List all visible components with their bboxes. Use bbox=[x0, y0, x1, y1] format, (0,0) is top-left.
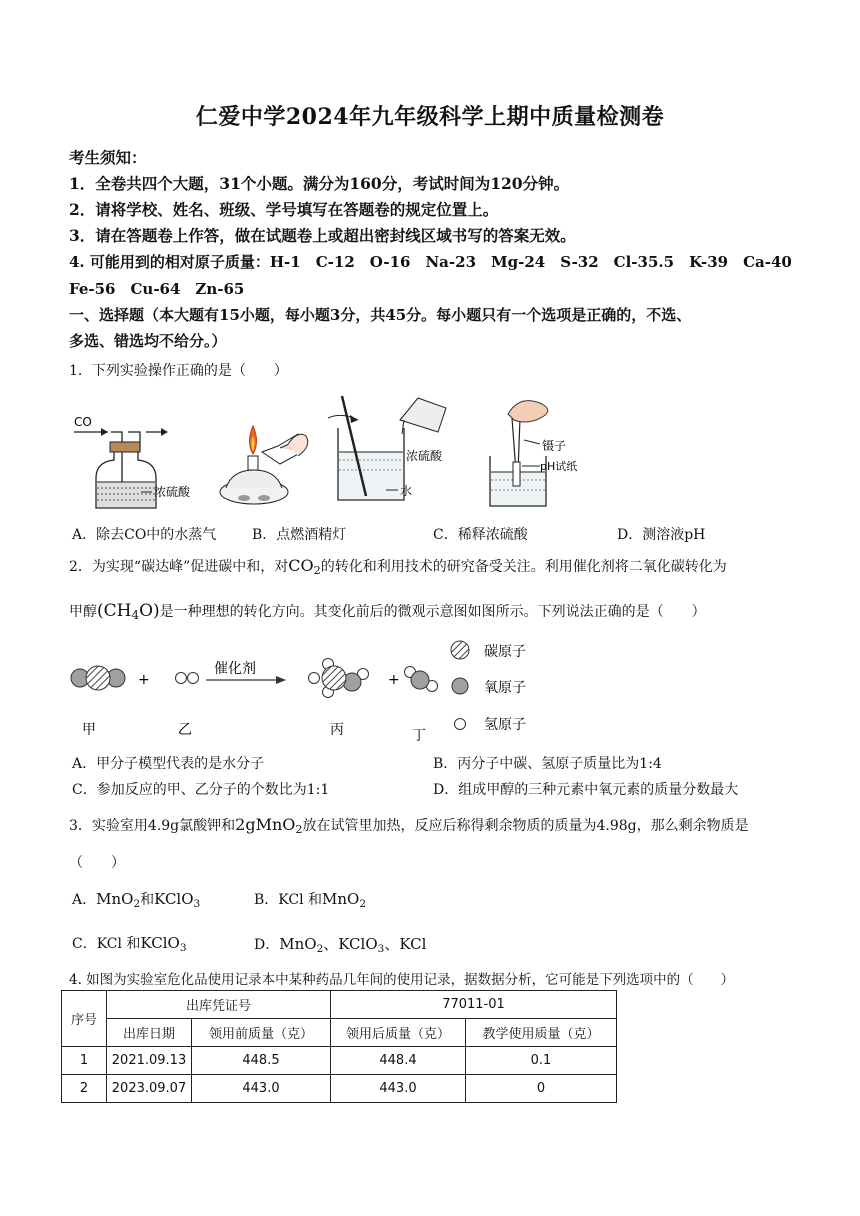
catalyst-label: 催化剂 bbox=[214, 661, 256, 677]
gas-washing-bottle-icon bbox=[74, 415, 191, 508]
section-heading-line2: 多选、错选均不给分。） bbox=[69, 332, 227, 350]
header-date: 出库日期 bbox=[107, 1019, 192, 1047]
q3-option-d: D．MnO$_2$、KClO$_3$、KCl bbox=[254, 935, 427, 955]
oxygen-atom-icon bbox=[452, 678, 468, 694]
page-title: 仁爱中学2024年九年级科学上期中质量检测卷 bbox=[195, 104, 665, 130]
cell-after: 448.4 bbox=[331, 1047, 466, 1075]
cell-before: 448.5 bbox=[192, 1047, 331, 1075]
q2-option-b: B．丙分子中碳、氢原子质量比为1:4 bbox=[433, 756, 662, 772]
header-voucher-no: 77011-01 bbox=[331, 991, 617, 1019]
table-row bbox=[62, 1075, 617, 1103]
co2-molecule-icon bbox=[71, 666, 125, 690]
cell-date: 2023.09.07 bbox=[107, 1075, 192, 1103]
co-label: CO bbox=[74, 415, 92, 429]
notice-item-1: 1．全卷共四个大题，31个小题。满分为160分，考试时间为120分钟。 bbox=[69, 174, 570, 193]
notice-item-2: 2．请将学校、姓名、班级、学号填写在答题卷的规定位置上。 bbox=[69, 200, 499, 219]
q1-option-c: C．稀释浓硫酸 bbox=[433, 527, 528, 543]
q3-stem: 3．实验室用4.9g氯酸钾和2gMnO$_2$放在试管里加热，反应后称得剩余物质的质量为4.98g，那么剩余物质是 bbox=[69, 815, 749, 836]
cell-seq: 2 bbox=[62, 1075, 107, 1103]
q2-option-c: C．参加反应的甲、乙分子的个数比为1:1 bbox=[72, 782, 330, 798]
q2-option-d: D．组成甲醇的三种元素中氧元素的质量分数最大 bbox=[433, 782, 739, 798]
cell-seq: 1 bbox=[62, 1047, 107, 1075]
q1-apparatus-figure bbox=[66, 390, 606, 515]
svg-text:+: + bbox=[388, 672, 400, 688]
cell-used: 0 bbox=[466, 1075, 617, 1103]
cell-date: 2021.09.13 bbox=[107, 1047, 192, 1075]
header-seq: 序号 bbox=[62, 991, 107, 1047]
q3-option-a: A．MnO$_2$和KClO$_3$ bbox=[72, 890, 201, 910]
q2-molecule-diagram bbox=[64, 636, 554, 748]
water-molecule-icon bbox=[405, 667, 438, 692]
cell-after: 443.0 bbox=[331, 1075, 466, 1103]
usage-record-table bbox=[61, 990, 617, 1103]
acid-label-a: 浓硫酸 bbox=[154, 485, 191, 499]
ph-test-icon bbox=[490, 401, 577, 506]
cell-used: 0.1 bbox=[466, 1047, 617, 1075]
legend-oxygen: 氧原子 bbox=[484, 680, 526, 696]
header-before: 领用前质量（克） bbox=[192, 1019, 331, 1047]
hydrogen-atom-icon bbox=[455, 719, 466, 730]
notice-item-5: Fe-56 Cu-64 Zn-65 bbox=[69, 280, 245, 298]
q1-option-a: A．除去CO中的水蒸气 bbox=[72, 527, 217, 543]
q2-stem-line2: 甲醇$(CH_4O)$是一种理想的转化方向。其变化前后的微观示意图如图所示。下列说法正确的是（ ） bbox=[69, 601, 706, 622]
q1-stem: 1．下列实验操作正确的是（ ） bbox=[69, 363, 288, 379]
alcohol-lamp-icon bbox=[220, 426, 308, 504]
legend-carbon: 碳原子 bbox=[484, 644, 526, 660]
svg-text:+: + bbox=[138, 672, 150, 688]
q3-option-b: B．KCl 和MnO$_2$ bbox=[254, 890, 367, 910]
q4-stem: 4. 如图为实验室危化品使用记录本中某种药品几年间的使用记录，据数据分析，它可能是下列选项中的（ ） bbox=[69, 972, 735, 988]
ph-paper-label: pH试纸 bbox=[540, 460, 578, 473]
beaker-stirring-icon bbox=[328, 396, 446, 500]
water-label: 水 bbox=[400, 484, 413, 498]
section-heading-line1: 一、选择题（本大题有15小题，每小题3分，共45分。每小题只有一个选项是正确的，不选、 bbox=[69, 306, 692, 324]
q2-option-a: A．甲分子模型代表的是水分子 bbox=[72, 756, 265, 772]
table-row bbox=[62, 1019, 617, 1047]
header-used: 教学使用质量（克） bbox=[466, 1019, 617, 1047]
header-after: 领用后质量（克） bbox=[331, 1019, 466, 1047]
acid-label-c: 浓硫酸 bbox=[406, 449, 443, 463]
cell-before: 443.0 bbox=[192, 1075, 331, 1103]
q3-paren: （ ） bbox=[69, 855, 125, 871]
methanol-molecule-icon bbox=[309, 659, 369, 698]
q2-stem-line1: 2．为实现“碳达峰”促进碳中和，对$CO_2$的转化和利用技术的研究备受关注。利用催化剂将二氧化碳转化为 bbox=[69, 556, 727, 577]
notice-item-3: 3．请在答题卷上作答，做在试题卷上或超出密封线区域书写的答案无效。 bbox=[69, 226, 576, 245]
header-voucher: 出库凭证号 bbox=[107, 991, 331, 1019]
notice-heading: 考生须知： bbox=[69, 148, 147, 167]
h2-molecule-icon bbox=[176, 673, 199, 684]
legend-hydrogen: 氢原子 bbox=[484, 717, 526, 733]
label-ding: 丁 bbox=[412, 728, 426, 744]
q1-option-b: B．点燃酒精灯 bbox=[252, 527, 347, 543]
table-row bbox=[62, 1047, 617, 1075]
carbon-atom-icon bbox=[451, 641, 469, 659]
table-row bbox=[62, 991, 617, 1019]
label-jia: 甲 bbox=[82, 722, 96, 738]
label-bing: 丙 bbox=[330, 722, 344, 738]
q1-option-d: D．测溶液pH bbox=[617, 527, 706, 543]
atom-legend bbox=[451, 641, 526, 733]
tweezers-label: 镊子 bbox=[542, 439, 567, 453]
label-yi: 乙 bbox=[178, 722, 192, 738]
q3-option-c: C．KCl 和KClO$_3$ bbox=[72, 934, 187, 954]
notice-item-4: 4. 可能用到的相对原子质量：H-1 C-12 O-16 Na-23 Mg-24 S-32 Cl-35.5 K-39 Ca-40 bbox=[69, 253, 792, 271]
